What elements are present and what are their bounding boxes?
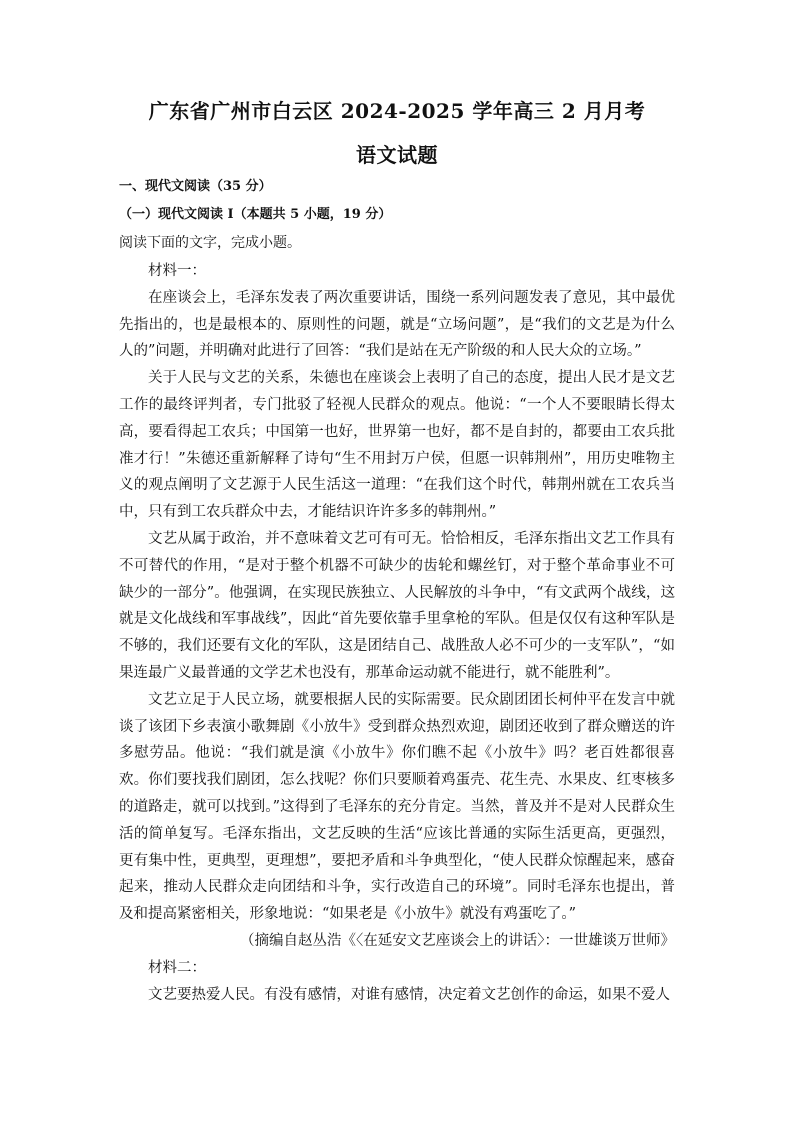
material-one-label: 材料一： [148,263,206,279]
passage-paragraph: 文艺立足于人民立场，就要根据人民的实际需要。民众剧团团长柯仲平在发言中就谈了该团下乡表演小歌舞剧《小放牛》受到群众热烈欢迎，剧团还收到了群众赠送的许多慰劳品。他说：“我们就是演《小放牛》你们瞧不起《小放牛》吗？老百姓都很喜欢。你们要找我们剧团，怎么找呢？你们只要顺着鸡蛋壳、花生壳、水果皮、红枣核多的道路走，就可以找到。”这得到了毛泽东的充分肯定。当然，普及并不是对人民群众生活的简单复写。毛泽东指出，文艺反映的生活“应该比普通的实际生活更高，更强烈，更有集中性，更典型，更理想”，要把矛盾和斗争典型化，“使人民群众惊醒起来，感奋起来，推动人民群众走向团结和斗争，实行改造自己的环境”。同时毛泽东也提出，普及和提高紧密相关，形象地说：“如果老是《小放牛》就没有鸡蛋吃了。” [119,691,675,923]
passage-paragraph: 关于人民与文艺的关系，朱德也在座谈会上表明了自己的态度，提出人民才是文艺工作的最终评判者，专门批驳了轻视人民群众的观点。他说：“一个人不要眼睛长得太高，要看得起工农兵；中国第一也好，世界第一也好，都不是自封的，都要由工农兵批准才行！”朱德还重新解释了诗句“生不用封万户侯，但愿一识韩荆州”，用历史唯物主义的观点阐明了文艺源于人民生活这一道理：“在我们这个时代，韩荆州就在工农兵当中，只有到工农兵群众中去，才能结识许许多多的韩荆州。” [119,370,675,521]
passage-paragraph: 在座谈会上，毛泽东发表了两次重要讲话，围绕一系列问题发表了意见，其中最优先指出的，也是最根本的、原则性的问题，就是“立场问题”，是“我们的文艺是为什么人的”问题，并明确对此进行了回答：“我们是站在无产阶级的和人民大众的立场。” [119,289,675,360]
exam-subject-title: 语文试题 [356,143,438,167]
reading-instruction: 阅读下面的文字，完成小题。 [119,235,301,251]
part-one-sub-heading: （一）现代文阅读 I（本题共 5 小题，19 分） [119,207,392,222]
passage-paragraph: 文艺要热爱人民。有没有感情，对谁有感情，决定着文艺创作的命运，如果不爱人 [148,986,670,1003]
material-one-source: （摘编自赵丛浩《〈在延安文艺座谈会上的讲话〉：一世雄谈万世师》 [240,932,675,949]
reading-passage [119,258,675,1008]
part-one-heading: 一、现代文阅读（35 分） [119,179,272,194]
passage-paragraph: 文艺从属于政治，并不意味着文艺可有可无。恰恰相反，毛泽东指出文艺工作具有不可替代的作用，“是对于整个机器不可缺少的齿轮和螺丝钉，对于整个革命事业不可缺少的一部分”。他强调，在实现民族独立、人民解放的斗争中，“有文武两个战线，这就是文化战线和军事战线”，因此“首先要依靠手里拿枪的军队。但是仅仅有这种军队是不够的，我们还要有文化的军队，这是团结自己、战胜敌人必不可少的一支军队”，“如果连最广义最普通的文学艺术也没有，那革命运动就不能进行，就不能胜利”。 [119,530,675,681]
exam-title: 广东省广州市白云区 2024-2025 学年高三 2 月月考 [148,99,646,123]
material-two-label: 材料二： [148,959,206,976]
